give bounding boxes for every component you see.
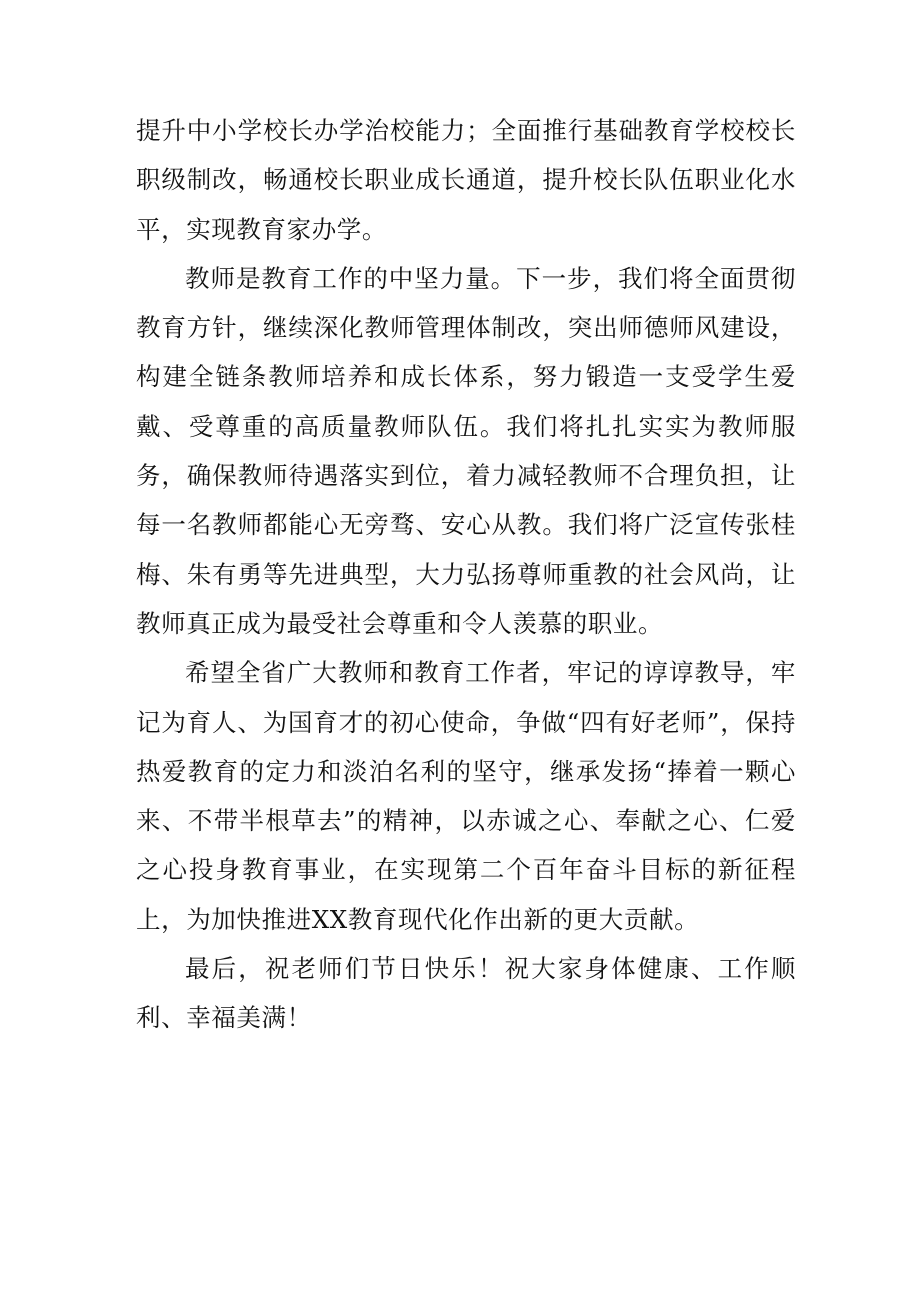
paragraph-teachers: 教师是教育工作的中坚力量。下一步，我们将全面贯彻教育方针，继续深化教师管理体制改，突出师德师风建设，构建全链条教师培养和成长体系，努力锻造一支受学生爱戴、受尊重的高质量教师队伍。我们将扎扎实实为教师服务，确保教师待遇落实到位，着力减轻教师不合理负担，让每一名教师都能心无旁骛、安心从教。我们将广泛宣传张桂梅、朱有勇等先进典型，大力弘扬尊师重教的社会风尚，让教师真正成为最受社会尊重和令人羡慕的职业。 <box>136 263 796 638</box>
document-body <box>136 106 796 1043</box>
paragraph-hopes: 希望全省广大教师和教育工作者，牢记的谆谆教导，牢记为育人、为国育才的初心使命，争做“四有好老师”，保持热爱教育的定力和淡泊名利的坚守，继承发扬“捧着一颗心来、不带半根草去”的精神，以赤诚之心、奉献之心、仁爱之心投身教育事业，在实现第二个百年奋斗目标的新征程上，为加快推进XX教育现代化作出新的更大贡献。 <box>136 658 796 934</box>
paragraph-continuation: 提升中小学校长办学治校能力；全面推行基础教育学校校长职级制改，畅通校长职业成长通道，提升校长队伍职业化水平，实现教育家办学。 <box>136 116 796 244</box>
paragraph-closing: 最后，祝老师们节日快乐！祝大家身体健康、工作顺利、幸福美满！ <box>136 954 796 1033</box>
